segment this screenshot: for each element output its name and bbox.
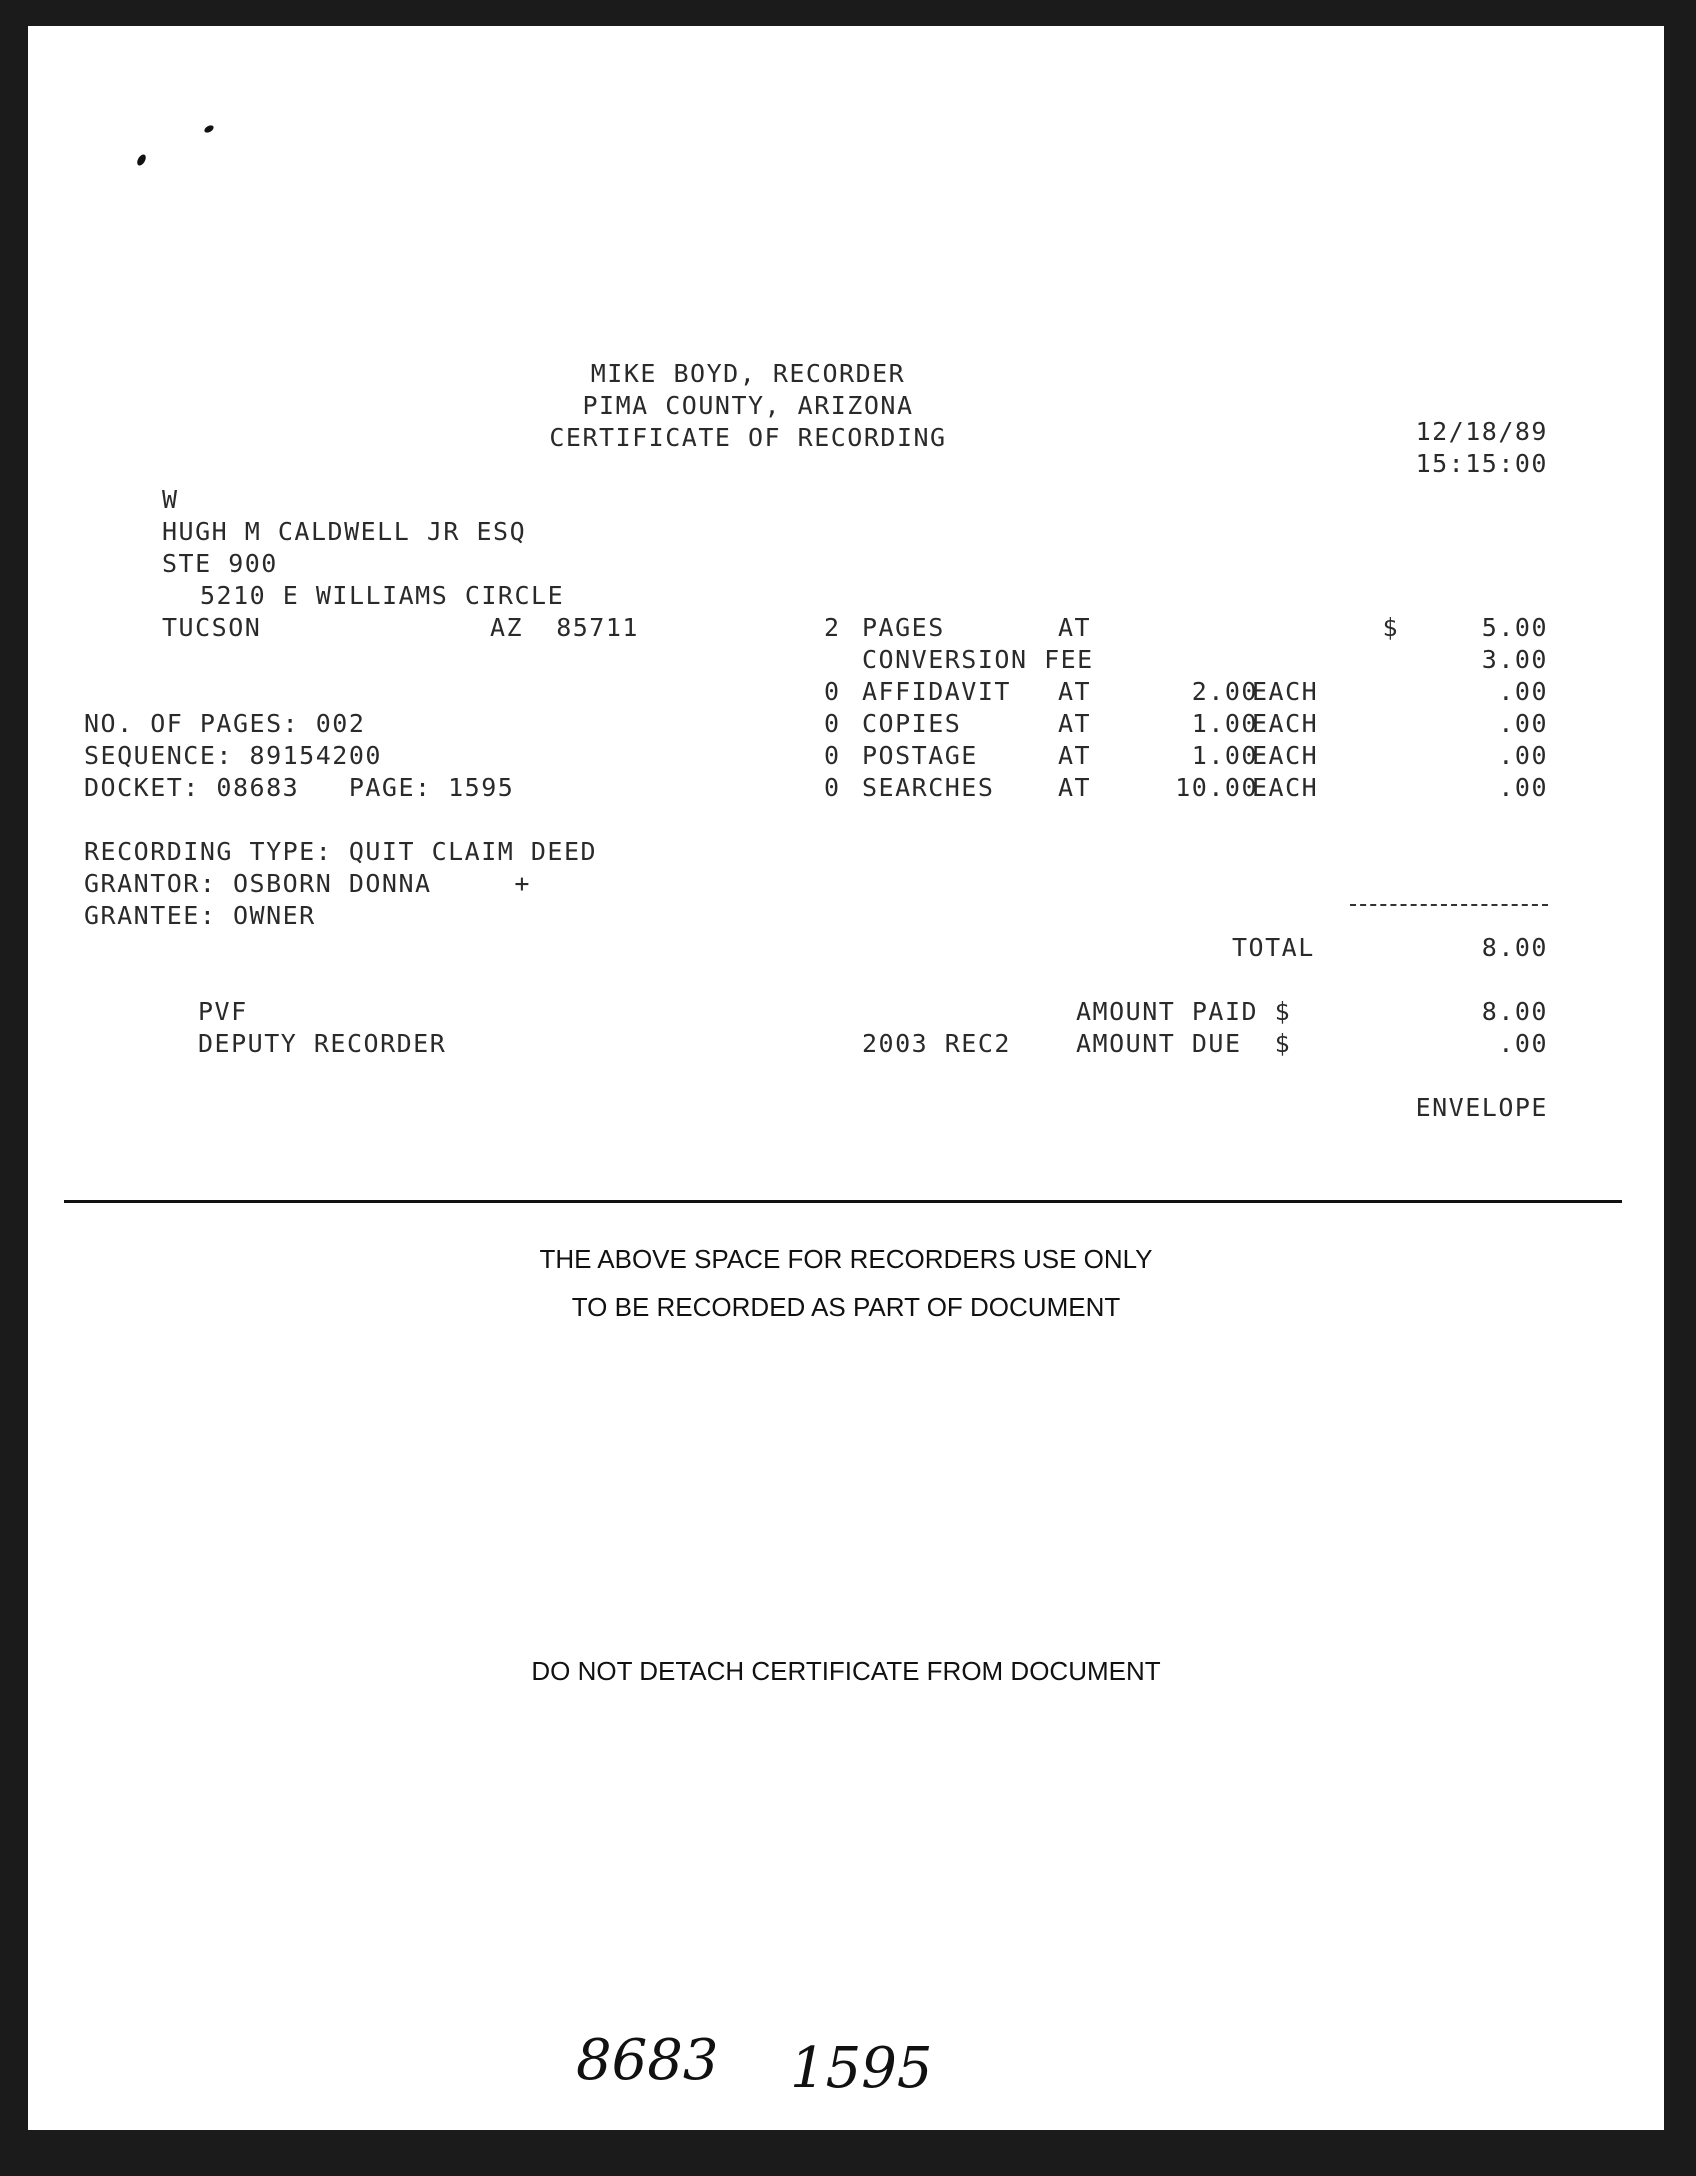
fee-item: COPIES: [862, 709, 962, 738]
stray-mark: [203, 124, 215, 134]
notice-do-not-detach: DO NOT DETACH CERTIFICATE FROM DOCUMENT: [531, 1656, 1161, 1686]
fee-at: AT: [1058, 677, 1092, 706]
total-label: TOTAL: [1232, 933, 1315, 962]
fee-each: EACH: [1252, 677, 1319, 706]
register-code: 2003 REC2: [862, 1029, 1011, 1058]
certificate-page: [28, 26, 1664, 2130]
envelope-label: ENVELOPE: [1415, 1093, 1548, 1122]
fee-rate: 1.00: [1191, 709, 1258, 738]
grantee: GRANTEE: OWNER: [84, 901, 316, 930]
fee-at: AT: [1058, 709, 1092, 738]
address-code: W: [162, 485, 179, 514]
record-time: 15:15:00: [1415, 449, 1548, 478]
deputy-initials: PVF: [198, 997, 248, 1026]
sequence-number: SEQUENCE: 89154200: [84, 741, 382, 770]
address-name: HUGH M CALDWELL JR ESQ: [162, 517, 527, 546]
fee-amount: .00: [1498, 773, 1548, 802]
divider-line: [64, 1200, 1622, 1203]
total-value: 8.00: [1481, 933, 1548, 962]
fee-amount: $ 5.00: [1382, 613, 1548, 642]
fee-each: EACH: [1252, 741, 1319, 770]
notice-recorders-use: THE ABOVE SPACE FOR RECORDERS USE ONLY: [539, 1244, 1153, 1274]
total-underline: [1350, 904, 1548, 906]
fee-rate: 1.00: [1191, 741, 1258, 770]
certificate-title: CERTIFICATE OF RECORDING: [549, 423, 947, 452]
fee-qty: 2: [824, 613, 841, 642]
fee-amount: .00: [1498, 741, 1548, 770]
address-state-zip: AZ 85711: [490, 613, 639, 642]
address-suite: STE 900: [162, 549, 278, 578]
fee-item: CONVERSION FEE: [862, 645, 1094, 674]
docket-page: DOCKET: 08683 PAGE: 1595: [84, 773, 515, 802]
fee-qty: 0: [824, 709, 841, 738]
fee-at: AT: [1058, 741, 1092, 770]
address-street: 5210 E WILLIAMS CIRCLE: [200, 581, 565, 610]
fee-qty: 0: [824, 677, 841, 706]
recording-type: RECORDING TYPE: QUIT CLAIM DEED: [84, 837, 598, 866]
fee-qty: 0: [824, 741, 841, 770]
fee-at: AT: [1058, 773, 1092, 802]
deputy-title: DEPUTY RECORDER: [198, 1029, 447, 1058]
fee-rate: 10.00: [1175, 773, 1258, 802]
handwritten-page: 1595: [790, 2036, 933, 2101]
stray-mark: [135, 153, 147, 167]
fee-at: AT: [1058, 613, 1092, 642]
amount-paid-value: 8.00: [1481, 997, 1548, 1026]
fee-amount: 3.00: [1481, 645, 1548, 674]
number-of-pages: NO. OF PAGES: 002: [84, 709, 366, 738]
fee-item: SEARCHES: [862, 773, 995, 802]
notice-recorded-part: TO BE RECORDED AS PART OF DOCUMENT: [571, 1292, 1121, 1322]
handwritten-docket: 8683: [576, 2028, 719, 2093]
fee-qty: 0: [824, 773, 841, 802]
amount-due-value: .00: [1498, 1029, 1548, 1058]
address-city: TUCSON: [162, 613, 262, 642]
recorder-name: MIKE BOYD, RECORDER: [590, 359, 906, 388]
grantor: GRANTOR: OSBORN DONNA +: [84, 869, 531, 898]
county-state: PIMA COUNTY, ARIZONA: [582, 391, 914, 420]
amount-paid-label: AMOUNT PAID $: [1076, 997, 1292, 1026]
fee-rate: 2.00: [1191, 677, 1258, 706]
fee-each: EACH: [1252, 773, 1319, 802]
fee-item: POSTAGE: [862, 741, 978, 770]
fee-item: AFFIDAVIT: [862, 677, 1011, 706]
fee-each: EACH: [1252, 709, 1319, 738]
fee-amount: .00: [1498, 709, 1548, 738]
fee-item: PAGES: [862, 613, 945, 642]
record-date: 12/18/89: [1415, 417, 1548, 446]
fee-amount: .00: [1498, 677, 1548, 706]
amount-due-label: AMOUNT DUE $: [1076, 1029, 1292, 1058]
